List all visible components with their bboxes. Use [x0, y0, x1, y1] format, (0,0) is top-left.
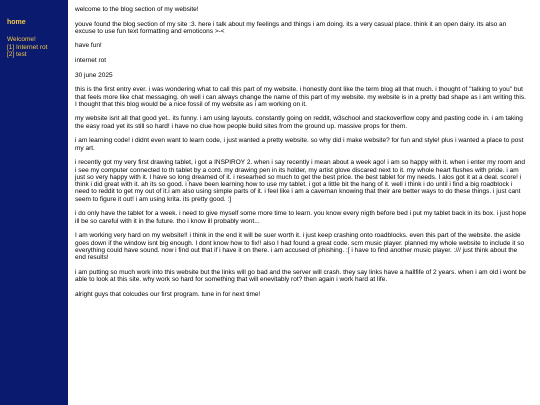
home-link[interactable]: home: [7, 19, 26, 26]
blog-heading: welcome to the blog section of my website!: [75, 6, 199, 13]
entry-date: 30 june 2025: [75, 71, 113, 79]
intro-paragraph: youve found the blog section of my site :3. here i talk about my feelings and things i am doing. its a very casual place. think it an open dairy. its also an excuse to use fun text formatting and emoticons >-<: [75, 20, 507, 35]
entry-paragraph: i do only have the tablet for a week. i need to give myself some more time to learn. you know every nigth before bed i put my tablet back in its box. i just hope ill be so careful with it in the future. tho i know ill probably wont...: [75, 210, 527, 225]
blog-content: [68, 0, 540, 405]
entry-closing: alright guys that colcudes our first program. tune in for next time!: [75, 290, 261, 298]
have-fun-text: have fun!: [75, 42, 102, 50]
sidebar-welcome-text: Welcome!: [7, 36, 36, 44]
entry-paragraph: i am putting so much work into this website but the links will go bad and the server will crash. they say links have a hallfife of 2 years. when i am old i wont be able to look at this site. why work so hard for something that will enevitably rot? then again i work hard at life.: [75, 268, 526, 283]
entry-paragraph: my website isnt all that good yet.. its funny. i am using layouts. constantly going on reddit, w3school and stackoverflow copy and pasting code in. i am taking the easy road yet its still so hard! i have no clue how people build sites from the ground up. massive props for them.: [75, 115, 523, 130]
sidebar: [0, 0, 68, 405]
entry-paragraph: i am learning code! i didnt even want to learn code, i just wanted a pretty website. so why did i make website? for fun and style! plus i wanted a place to post my art.: [75, 137, 524, 152]
entry-paragraph: this is the first entry ever. i was wondering what to call this part of my website. i honestly dont like the term blog all that much. i thought of "talking to you" but that feels more like chat messaging. oh well i can always change the name of this part of my website. my website is in a pretty bad shape as i am writing this. I thought that this blog would be a nice fossil of my website as i am working on it.: [75, 86, 526, 108]
entry-paragraph: I am working very hard on my website!! i think in the end it will be suer worth it. i just keep crashing onto roadblocks. even this part of the website. the aside goes down if the window isnt big enough. I dont know how to fix!! also I had found a great code. scm music player. planned my whole website to include it so everything could have sound. now i find out that if i have it on there. i am accused of phishing. :[ i have to find another music player. :/// just think about the end results!: [75, 232, 525, 262]
entry-paragraph: i recently got my very first drawing tablet, i got a INSPIROY 2. when i say recently i mean about a week ago! i am so happy with it. when i enter my room and i see my computer connected to th tablet by a cord. my drawing pen in its holder, my artist glove discared next to it. my whole heart flushes with pride. i am just so very happy with it. I have so long dreamed of it. i researhed so much to get the best price. the best tablet for my needs. I alos got it at a deal. score! i think i did great with it. ah its so good. i have been learning how to use my tablet. i got a little bit the hang of it. well i think i do until i find a big roadblock i need to reddit to get my out of it.i am also using simple parts of it. i feel like i am a caveman knowing that their are better ways to do these things. i just cant seem to figure it out! i am using krita. its pretty good. :]: [75, 159, 526, 203]
entry-title: internet rot: [75, 57, 107, 65]
sidebar-link-internet-rot[interactable]: [1] Internet rot: [7, 43, 48, 51]
sidebar-link-test[interactable]: [2] test: [7, 50, 27, 58]
